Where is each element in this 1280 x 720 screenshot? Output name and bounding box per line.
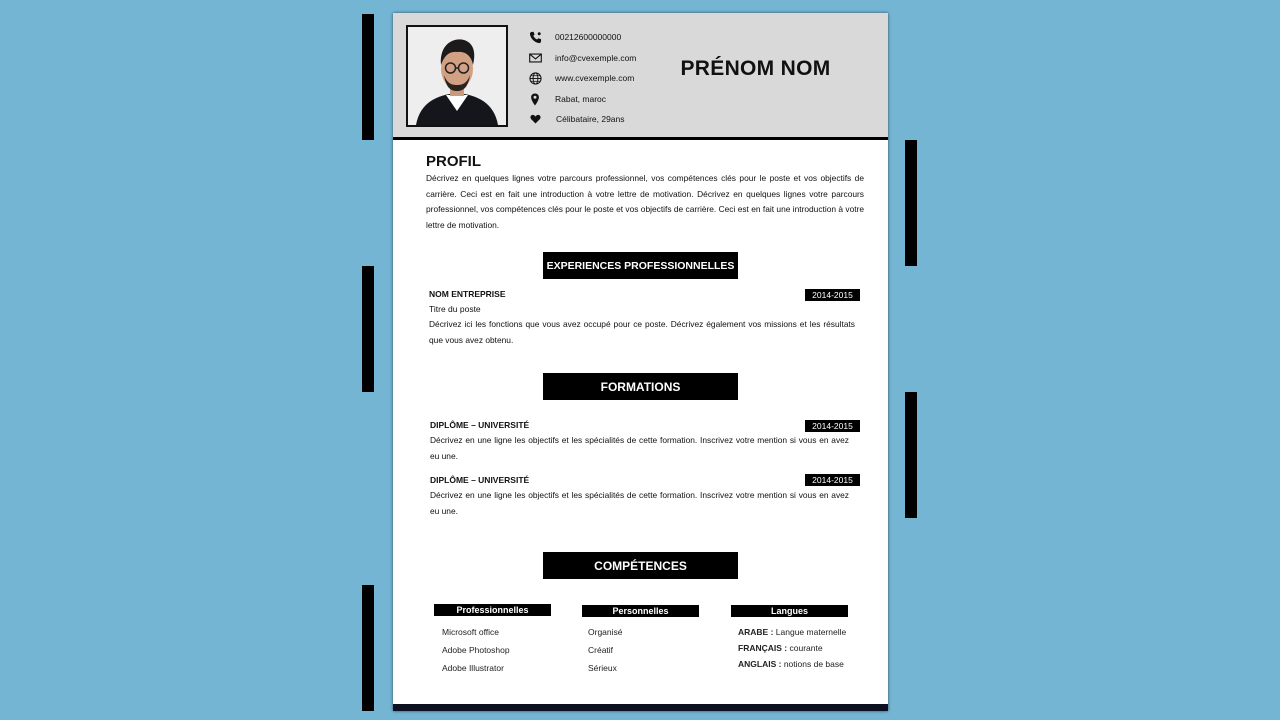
candidate-name: PRÉNOM NOM	[680, 57, 831, 80]
language-name: ANGLAIS :	[738, 659, 782, 669]
decorative-bar	[362, 14, 374, 140]
contact-location	[528, 91, 606, 107]
experience-heading: EXPERIENCES PROFESSIONNELLES	[543, 252, 738, 279]
professional-skills-header: Professionnelles	[434, 604, 551, 616]
decorative-bar	[362, 266, 374, 392]
formation-description: Décrivez en une ligne les objectifs et les spécialités de cette formation. Inscrivez votre mention si vous en avez eu une.	[430, 490, 849, 516]
decorative-bar	[362, 585, 374, 711]
skill-item: Adobe Photoshop	[442, 645, 510, 655]
language-name: FRANÇAIS :	[738, 643, 788, 653]
experience-description: Décrivez ici les fonctions que vous avez occupé pour ce poste. Décrivez également vos missions et les résultats que vous avez obtenu.	[429, 319, 855, 345]
heart-icon	[528, 112, 542, 126]
formation-years: 2014-2015	[805, 474, 860, 486]
contact-status	[528, 111, 625, 127]
profile-text: Décrivez en quelques lignes votre parcours professionnel, vos compétences clés pour le poste et vos objectifs de carrière. Ceci est en fait une introduction à votre lettre de motivation. Décrivez en quelques lignes votre parcours professionnel, vos compétences clés pour le poste et vos objectifs de carrière. Ceci est en fait une introduction à votre lettre de motivation.	[426, 173, 864, 231]
profile-title: PROFIL	[426, 153, 481, 170]
location-text: Rabat, maroc	[555, 94, 607, 104]
globe-icon	[528, 71, 542, 85]
cv-page	[393, 13, 888, 711]
formation-years: 2014-2015	[805, 420, 860, 432]
formation-title: DIPLÔME – UNIVERSITÉ	[430, 420, 530, 430]
language-name: ARABE :	[738, 627, 774, 637]
decorative-bar	[905, 392, 917, 518]
company-name: NOM ENTREPRISE	[429, 289, 506, 299]
language-item	[738, 643, 823, 653]
job-title: Titre du poste	[429, 304, 481, 314]
contact-email	[528, 50, 636, 66]
language-item	[738, 659, 844, 669]
language-level: notions de base	[783, 659, 844, 669]
formation-title: DIPLÔME – UNIVERSITÉ	[430, 475, 530, 485]
decorative-bar	[905, 140, 917, 266]
website-url: www.cvexemple.com	[555, 73, 635, 83]
formation-description: Décrivez en une ligne les objectifs et les spécialités de cette formation. Inscrivez votre mention si vous en avez eu une.	[430, 435, 849, 461]
location-pin-icon	[528, 92, 542, 106]
phone-icon	[528, 30, 542, 44]
skills-heading: COMPÉTENCES	[543, 552, 738, 579]
mail-icon	[528, 51, 542, 65]
contact-website	[528, 70, 634, 86]
phone-number: 00212600000000	[555, 32, 622, 42]
skill-item: Créatif	[588, 645, 614, 655]
footer-strip	[393, 704, 888, 711]
contact-phone	[528, 29, 621, 45]
language-level: courante	[789, 643, 823, 653]
experience-years: 2014-2015	[805, 289, 860, 301]
status-text: Célibataire, 29ans	[556, 114, 625, 124]
skill-item: Organisé	[588, 627, 623, 637]
profile-photo	[406, 25, 508, 127]
personal-skills-header: Personnelles	[582, 605, 699, 617]
formations-heading: FORMATIONS	[543, 373, 738, 400]
skill-item: Sérieux	[588, 663, 617, 673]
skill-item: Microsoft office	[442, 627, 500, 637]
skill-item: Adobe Illustrator	[442, 663, 504, 673]
language-item	[738, 627, 846, 637]
languages-header: Langues	[731, 605, 848, 617]
language-level: Langue maternelle	[775, 627, 847, 637]
email-address: info@cvexemple.com	[555, 53, 637, 63]
cv-header	[393, 13, 888, 140]
